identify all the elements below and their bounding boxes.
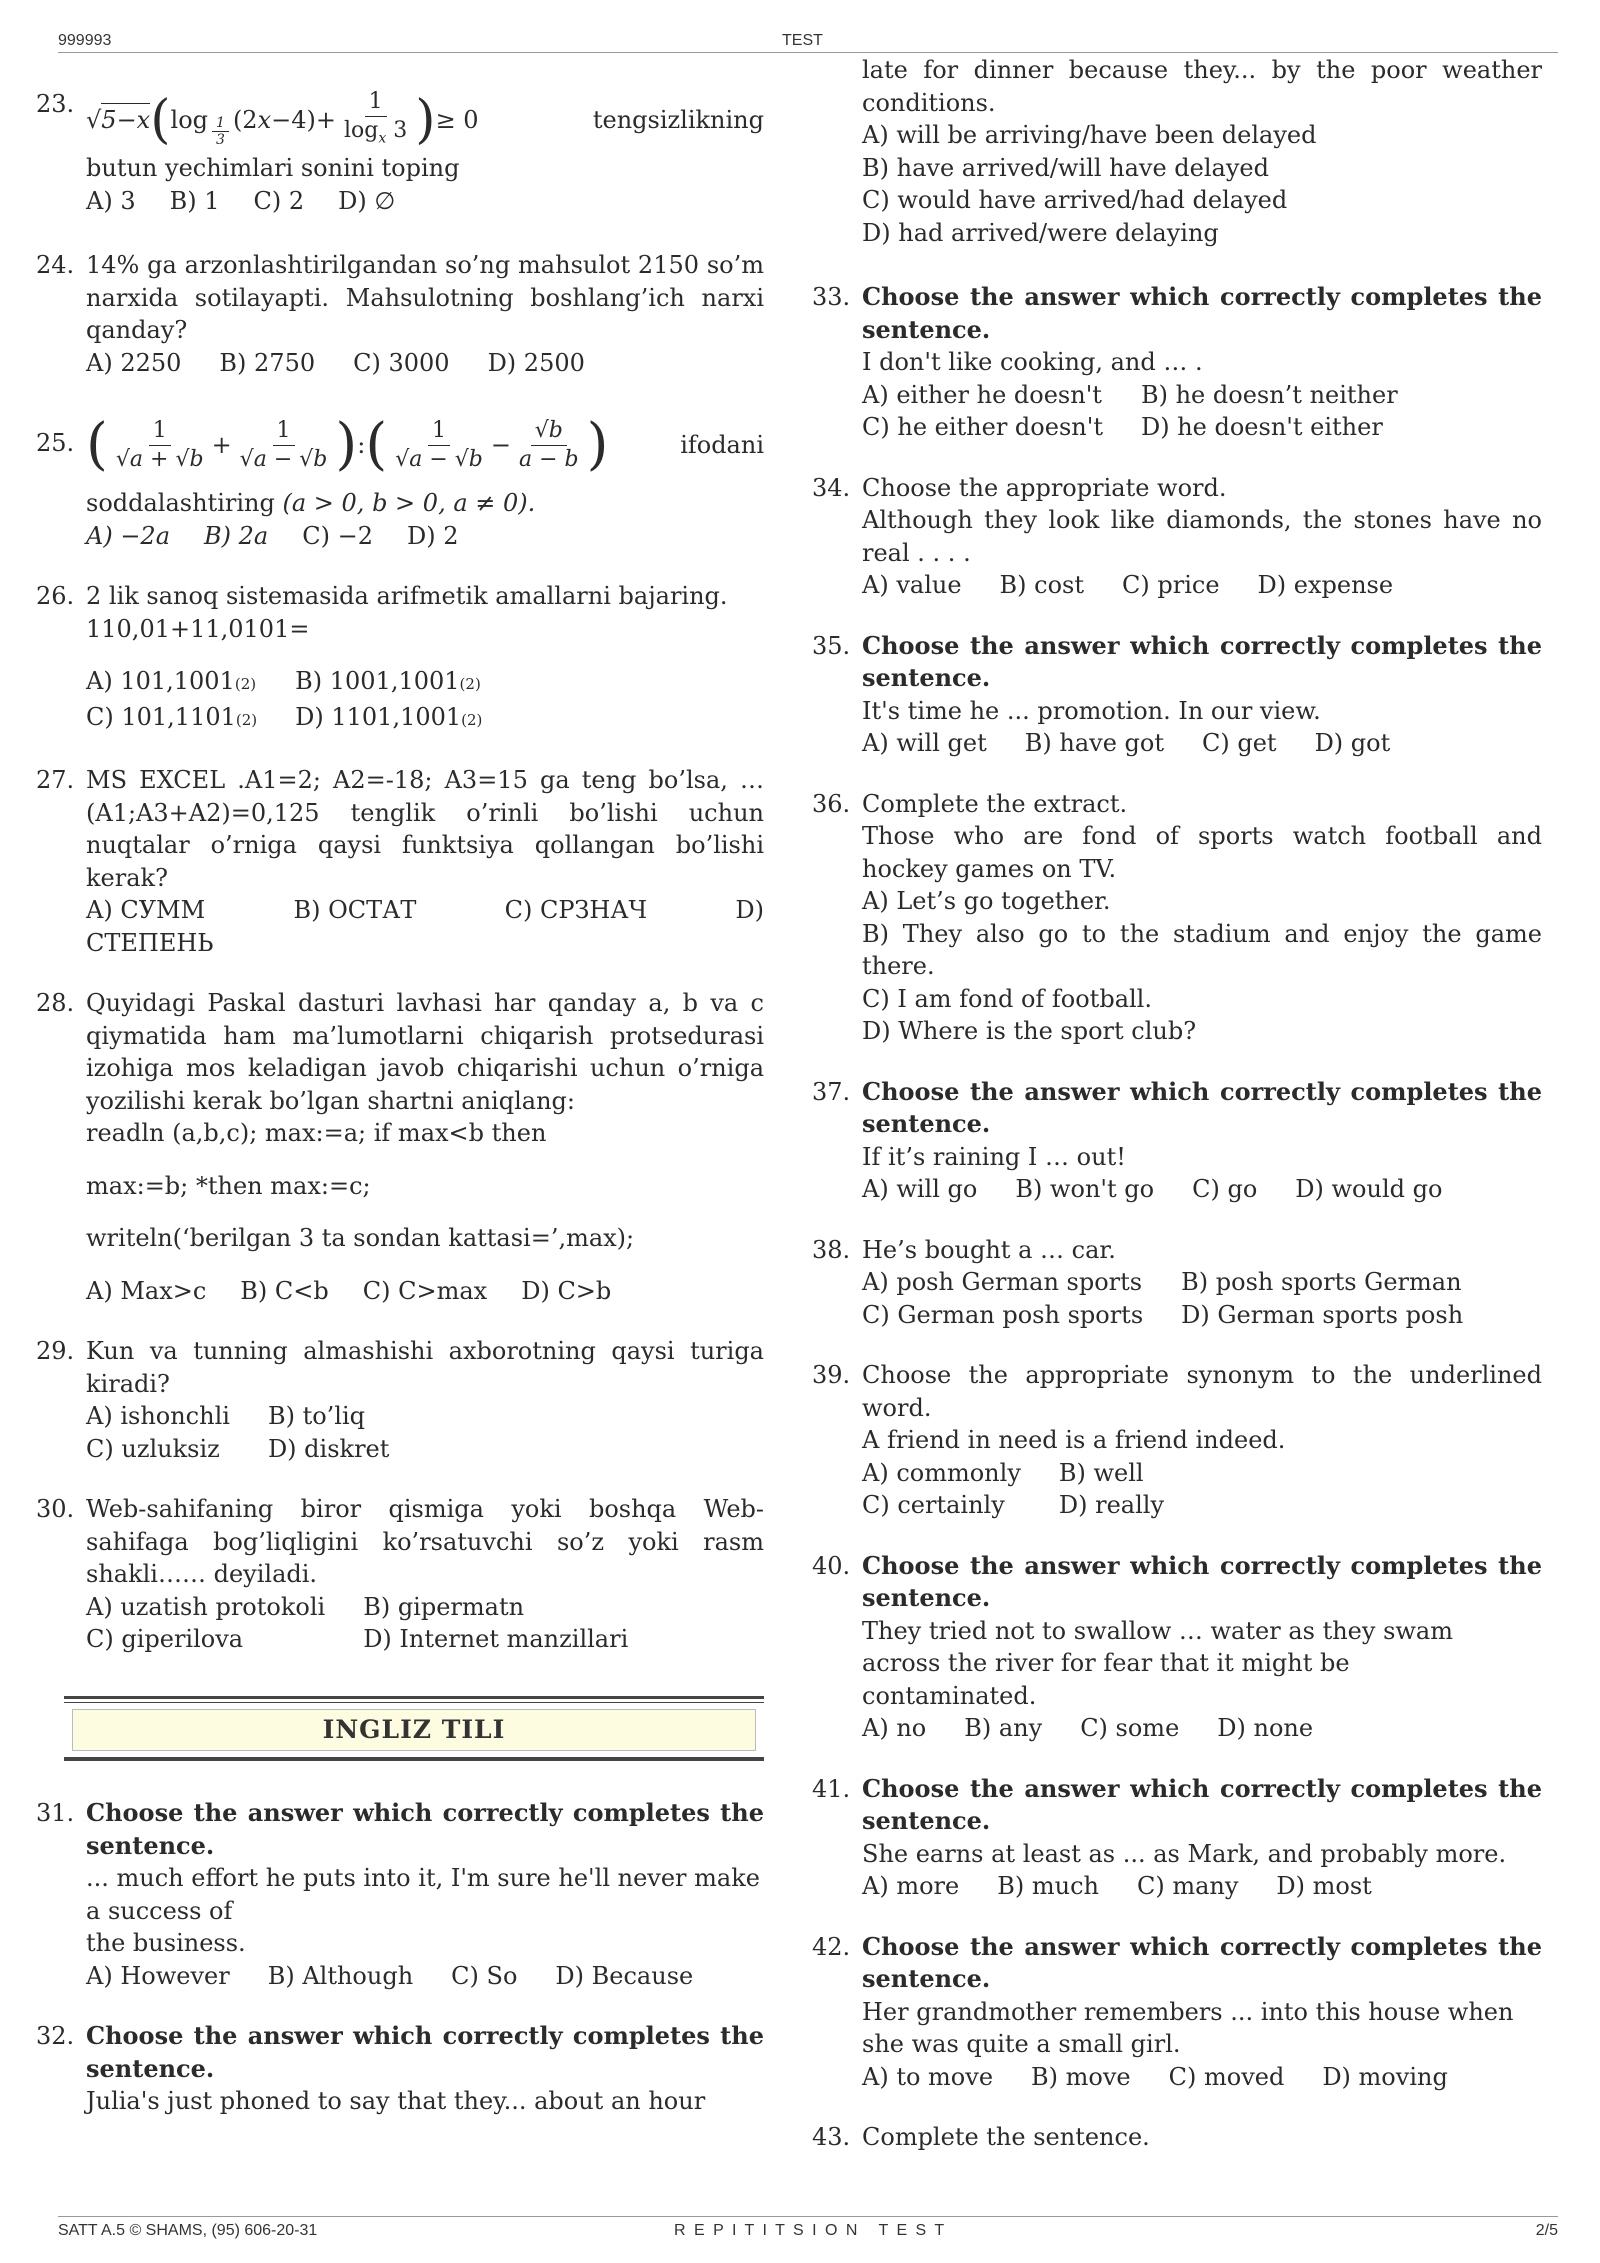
option-d[interactable]: D) none	[1217, 1714, 1314, 1742]
question-text: He’s bought a … car.	[862, 1235, 1116, 1264]
question-number: 41.	[812, 1774, 851, 1803]
question-number: 34.	[812, 473, 851, 502]
option-b[interactable]: B) have arrived/will have delayed	[862, 153, 1269, 182]
question-27	[36, 764, 764, 959]
option-b[interactable]: B) to’liq	[267, 1402, 366, 1431]
question-40	[812, 1550, 1542, 1745]
footer-title: R E P I T I T S I O N T E S T	[674, 2222, 947, 2239]
option-a[interactable]: A) commonly	[862, 1458, 1021, 1487]
option-c[interactable]: C) certainly	[862, 1491, 1005, 1519]
option-a[interactable]: A) will get	[862, 729, 987, 757]
option-a[interactable]: A) uzatish protokoli	[86, 1592, 326, 1621]
question-number: 26.	[36, 582, 75, 611]
option-c[interactable]: C) giperilova	[86, 1625, 244, 1654]
question-43	[812, 2121, 1542, 2154]
option-a[interactable]: A) Max>c	[86, 1276, 207, 1305]
question-tail-word: ifodani	[680, 431, 764, 460]
option-b[interactable]: B) well	[1058, 1458, 1144, 1487]
question-text: Julia's just phoned to say that they... about an hour	[86, 2087, 706, 2116]
header-rule	[58, 52, 1558, 53]
question-text: ... much effort he puts into it, I'm sure he'll never make a success of	[86, 1864, 760, 1925]
question-number: 36.	[812, 789, 851, 818]
option-b[interactable]: B) any	[964, 1714, 1043, 1742]
option-b[interactable]: B) Although	[267, 1961, 414, 1990]
option-b[interactable]: B) They also go to the stadium and enjoy the game there.	[862, 919, 1542, 980]
question-39	[812, 1359, 1542, 1522]
question-instruction: Choose the answer which correctly completes the sentence.	[862, 1550, 1542, 1612]
expression-formula: ( $\frac{1}{√a + √b}$ + $\frac{1}{√a - √b}$ ) : ( $\frac{1}{√a - √b}$ − $\frac{√b}{a - b}$ )	[86, 412, 609, 478]
option-a[interactable]: A) will be arriving/have been delayed	[862, 121, 1317, 149]
question-text: Although they look like diamonds, the stones have no real . . . .	[862, 506, 1542, 567]
question-text: 14% ga arzonlashtirilgandan so’ng mahsulot 2150 so’m narxida sotilayapti. Mahsulotning boshlang’ich narxi qanday?	[86, 251, 764, 345]
option-b[interactable]: B) 1	[169, 186, 220, 215]
question-number: 38.	[812, 1235, 851, 1264]
condition: (a > 0, b > 0, a ≠ 0).	[282, 489, 536, 518]
question-text: She earns at least as ... as Mark, and probably more.	[862, 1839, 1507, 1868]
question-instruction: Choose the appropriate word.	[862, 473, 1227, 502]
option-a[interactable]: A) more	[862, 1872, 960, 1900]
footer-rule	[58, 2216, 1558, 2217]
option-d-text[interactable]: СТЕПЕНЬ	[86, 928, 214, 957]
option-d[interactable]: D) would go	[1295, 1175, 1443, 1203]
option-b[interactable]: B) have got	[1024, 729, 1164, 757]
question-expression: 110,01+11,0101=	[86, 614, 310, 643]
question-text: Kun va tunning almashishi axborotning qaysi turiga kiradi?	[86, 1337, 764, 1398]
question-text: Web-sahifaning biror qismiga yoki boshqa Web-sahifaga bog’liqligini ko’rsatuvchi so’z yoki rasm shakli…… deyiladi.	[86, 1495, 764, 1589]
question-36	[812, 788, 1542, 1048]
question-text: MS EXCEL .A1=2; A2=-18; A3=15 ga teng bo’lsa, …(A1;A3+A2)=0,125 tenglik o’rinli bo’lishi uchun nuqtalar o’rniga qaysi funktsiya qollangan bo’lishi kerak?	[86, 766, 764, 892]
option-d[interactable]: D) got	[1314, 729, 1391, 757]
question-number: 24.	[36, 251, 75, 280]
option-d[interactable]: D) 1101,1001(2)	[295, 702, 483, 731]
option-c[interactable]: C) 3000	[353, 348, 450, 377]
option-c[interactable]: C) German posh sports	[862, 1300, 1144, 1329]
option-a[interactable]: A) posh German sports	[862, 1268, 1143, 1296]
question-number: 25.	[36, 429, 75, 458]
question-text: Quyidagi Paskal dasturi lavhasi har qanday a, b va c qiymatida ham ma’lumotlarni chiqarish protsedurasi izohiga mos keladigan javob chiqarishi uchun o’rniga yozilishi kerak bo’lgan shartni aniqlang:	[86, 989, 764, 1115]
option-b[interactable]: B) cost	[999, 571, 1085, 599]
option-d[interactable]: D) ∅	[338, 186, 396, 215]
question-instruction: Choose the answer which correctly completes the sentence.	[862, 630, 1542, 692]
option-a[interactable]: A) However	[86, 1961, 230, 1990]
question-instruction: Choose the answer which correctly completes the sentence.	[862, 1931, 1542, 1993]
question-33	[812, 281, 1542, 444]
question-number: 40.	[812, 1551, 851, 1580]
option-d[interactable]: D) expense	[1257, 571, 1394, 599]
question-instruction: Choose the answer which correctly completes the sentence.	[862, 1773, 1542, 1835]
option-b[interactable]: B) 1001,1001(2)	[295, 667, 481, 696]
question-number: 33.	[812, 283, 851, 311]
page-number: 2/5	[1535, 2222, 1558, 2239]
option-d[interactable]: D) had arrived/were delaying	[862, 218, 1219, 247]
option-a[interactable]: A) 3	[86, 186, 136, 215]
question-number: 42.	[812, 1932, 851, 1961]
option-c[interactable]: C) many	[1136, 1872, 1239, 1900]
option-d[interactable]: D) he doesn't either	[1140, 413, 1383, 441]
option-c[interactable]: C) get	[1201, 729, 1277, 757]
question-30	[36, 1493, 764, 1656]
option-a[interactable]: A) СУММ	[86, 896, 206, 925]
question-number: 35.	[812, 631, 851, 660]
option-d[interactable]: D) Internet manzillari	[363, 1625, 629, 1654]
option-d[interactable]: D) Because	[555, 1961, 694, 1990]
question-31	[36, 1797, 764, 1992]
footer-copyright: SATT A.5 © SHAMS, (95) 606-20-31	[58, 2222, 318, 2239]
question-number: 30.	[36, 1495, 75, 1524]
question-34	[812, 472, 1542, 602]
option-b[interactable]: B) won't go	[1015, 1175, 1155, 1203]
option-c[interactable]: C) 101,1101(2)	[86, 702, 258, 731]
option-a[interactable]: A) will go	[862, 1175, 978, 1203]
option-d[interactable]: D) most	[1276, 1872, 1372, 1900]
question-42	[812, 1931, 1542, 2094]
question-instruction: Choose the answer which correctly completes the sentence.	[862, 1076, 1542, 1138]
option-d[interactable]: D) 2500	[487, 348, 585, 377]
question-28	[36, 987, 764, 1307]
option-c[interactable]: C) moved	[1168, 2062, 1285, 2091]
question-number: 37.	[812, 1077, 851, 1106]
option-b[interactable]: B) C<b	[240, 1276, 329, 1305]
question-32	[36, 2020, 764, 2118]
option-a[interactable]: A) either he doesn't	[862, 380, 1102, 409]
option-d[interactable]: D) Where is the sport club?	[862, 1017, 1197, 1045]
option-b[interactable]: B) 2a	[204, 521, 269, 550]
question-instruction: Complete the extract.	[862, 789, 1128, 818]
option-d[interactable]: D) C>b	[521, 1276, 612, 1305]
option-c[interactable]: C) I am fond of football.	[862, 984, 1152, 1013]
option-c[interactable]: C) would have arrived/had delayed	[862, 186, 1288, 214]
option-c[interactable]: C) −2	[302, 521, 373, 550]
left-column	[36, 56, 764, 2118]
question-instruction: Choose the answer which correctly completes the sentence.	[86, 1798, 764, 1860]
question-text: Her grandmother remembers ... into this house when she was quite a small girl.	[862, 1997, 1514, 2058]
question-26	[36, 580, 764, 736]
question-number: 23.	[36, 90, 75, 118]
question-35	[812, 630, 1542, 760]
option-c[interactable]: C) uzluksiz	[86, 1434, 220, 1463]
question-text: Complete the sentence.	[862, 2123, 1150, 2151]
question-37	[812, 1076, 1542, 1206]
question-text: It's time he ... promotion. In our view.	[862, 696, 1321, 725]
code-line-1: readln (a,b,c); max:=a; if max<b then	[86, 1119, 547, 1148]
question-text: 2 lik sanoq sistemasida arifmetik amallarni bajaring.	[86, 582, 728, 611]
option-b[interactable]: B) much	[997, 1872, 1099, 1900]
option-b[interactable]: B) move	[1031, 2062, 1131, 2091]
question-text-cont: the business.	[86, 1929, 246, 1958]
question-text-cont: late for dinner because they... by the poor weather conditions.	[862, 56, 1542, 117]
option-a[interactable]: A) Let’s go together.	[862, 887, 1111, 915]
question-text: I don't like cooking, and … .	[862, 348, 1203, 376]
option-a[interactable]: A) −2a	[86, 521, 171, 550]
question-instruction: Choose the appropriate synonym to the underlined word.	[862, 1361, 1542, 1422]
option-c[interactable]: C) some	[1080, 1714, 1180, 1742]
option-a[interactable]: A) ishonchli	[86, 1402, 230, 1431]
question-41	[812, 1773, 1542, 1903]
section-title: INGLIZ TILI	[72, 1709, 756, 1752]
option-b[interactable]: B) posh sports German	[1181, 1268, 1462, 1296]
option-b[interactable]: B) gipermatn	[363, 1592, 525, 1621]
question-number: 39.	[812, 1361, 851, 1389]
option-c[interactable]: C) C>max	[362, 1276, 488, 1305]
question-32-continued	[812, 54, 1542, 249]
option-d[interactable]: D) moving	[1322, 2062, 1448, 2091]
question-number: 43.	[812, 2123, 851, 2151]
question-text: butun yechimlari sonini toping	[86, 154, 460, 183]
option-a[interactable]: A) to move	[862, 2062, 994, 2091]
question-38	[812, 1234, 1542, 1332]
header-code: 999993	[58, 32, 112, 49]
question-instruction: Choose the answer which correctly completes the sentence.	[86, 2021, 764, 2083]
right-column	[812, 56, 1542, 2154]
question-number: 27.	[36, 766, 75, 795]
question-tail-word: tengsizlikning	[592, 105, 764, 134]
option-c[interactable]: C) price	[1122, 571, 1220, 599]
question-25	[36, 409, 764, 552]
question-instruction: Choose the answer which correctly completes the sentence.	[862, 282, 1542, 344]
code-line-2: max:=b; *then max:=c;	[86, 1171, 371, 1200]
option-c[interactable]: C) СРЗНАЧ	[504, 896, 648, 925]
question-text: A friend in need is a friend indeed.	[862, 1426, 1286, 1454]
option-c[interactable]: C) he either doesn't	[862, 413, 1103, 441]
option-a[interactable]: A) no	[862, 1714, 927, 1742]
option-d[interactable]: D) German sports posh	[1181, 1300, 1464, 1329]
question-23	[36, 88, 764, 217]
option-d[interactable]: D) diskret	[267, 1434, 390, 1463]
option-c[interactable]: C) 2	[253, 186, 305, 215]
header-title: TEST	[782, 32, 823, 49]
question-number: 32.	[36, 2022, 75, 2051]
option-d[interactable]: D) 2	[406, 521, 459, 550]
question-29	[36, 1335, 764, 1465]
question-text: They tried not to swallow … water as they swam across the river for fear that it might be contaminated.	[862, 1616, 1453, 1710]
option-a[interactable]: A) 2250	[86, 348, 182, 377]
question-text: soddalashtiring	[86, 489, 275, 518]
option-a[interactable]: A) value	[862, 571, 962, 599]
question-number: 29.	[36, 1337, 75, 1366]
inequality-formula: √ 5−x ( log $\frac{1}{3}$ (2 x −4)+ $\frac{1}{\log_x 3}$ ) ≥ 0	[86, 89, 479, 151]
option-a[interactable]: A) 101,1001(2)	[86, 667, 257, 696]
option-b[interactable]: B) ОСТАТ	[293, 896, 417, 925]
question-number: 28.	[36, 989, 75, 1018]
question-text: If it’s raining I … out!	[862, 1142, 1126, 1171]
question-24	[36, 249, 764, 379]
option-b[interactable]: B) he doesn’t neither	[1140, 380, 1398, 409]
question-text: Those who are fond of sports watch football and hockey games on TV.	[862, 822, 1542, 883]
option-c[interactable]: C) go	[1192, 1175, 1258, 1203]
option-d[interactable]: D) really	[1058, 1491, 1165, 1519]
section-banner	[64, 1696, 764, 1762]
option-c[interactable]: C) So	[451, 1961, 518, 1990]
code-line-3: writeln(‘berilgan 3 ta sondan kattasi=’,max);	[86, 1224, 635, 1253]
option-d[interactable]: D)	[735, 896, 764, 925]
question-number: 31.	[36, 1799, 75, 1828]
option-b[interactable]: B) 2750	[219, 348, 316, 377]
